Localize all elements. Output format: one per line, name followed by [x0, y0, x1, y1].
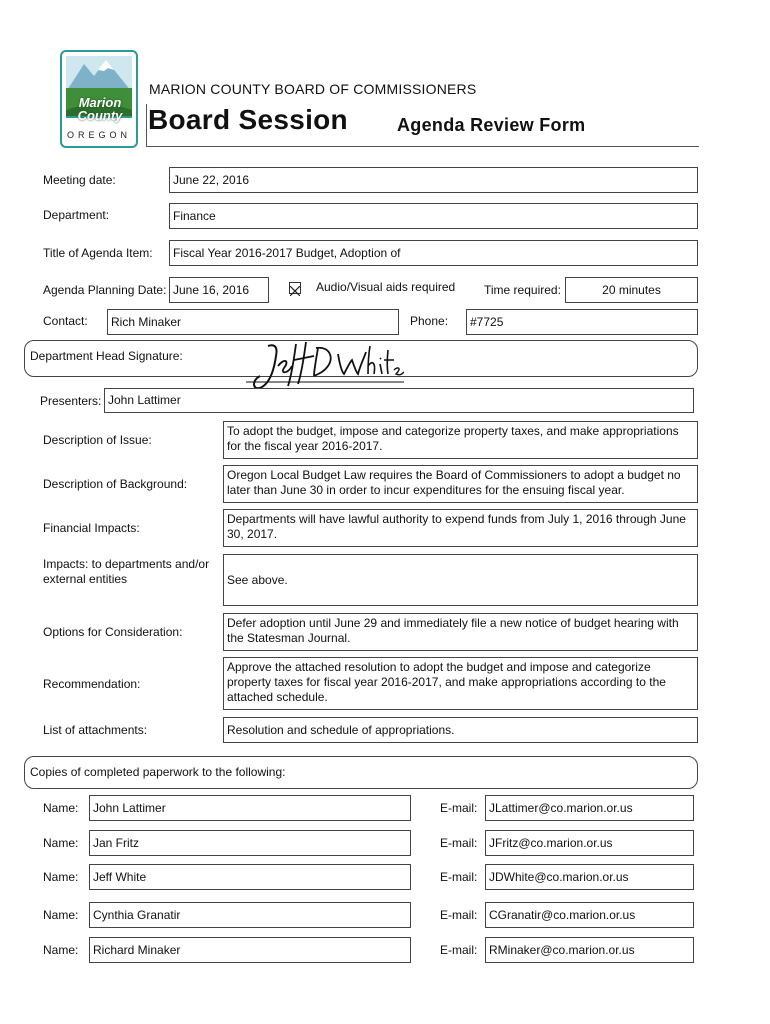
options-label: Options for Consideration:	[43, 625, 183, 639]
person-name-field[interactable]: John Lattimer	[89, 795, 411, 821]
person-email-field[interactable]: CGranatir@co.marion.or.us	[485, 902, 694, 928]
copies-label: Copies of completed paperwork to the following:	[30, 765, 286, 779]
email-label: E-mail:	[440, 908, 478, 922]
person-email-field[interactable]: JFritz@co.marion.or.us	[485, 830, 694, 856]
person-name-field[interactable]: Cynthia Granatir	[89, 902, 411, 928]
contact-label: Contact:	[43, 314, 88, 328]
av-aids-checkbox[interactable]	[289, 282, 301, 294]
attachments-field[interactable]: Resolution and schedule of appropriations.	[223, 717, 698, 743]
impacts-field[interactable]: See above.	[223, 554, 698, 606]
phone-field[interactable]: #7725	[466, 309, 698, 335]
attachments-label: List of attachments:	[43, 723, 148, 737]
person-email-field[interactable]: RMinaker@co.marion.or.us	[485, 937, 694, 963]
header-rule	[146, 146, 699, 147]
person-email-field[interactable]: JLattimer@co.marion.or.us	[485, 795, 694, 821]
time-required-field[interactable]: 20 minutes	[565, 277, 698, 303]
description-of-background-field[interactable]: Oregon Local Budget Law requires the Board of Commissioners to adopt a budget no later than June 30 in order to incur expenditures for the ensuing fiscal year.	[223, 465, 698, 503]
name-label: Name:	[43, 943, 79, 957]
header-divider	[146, 104, 147, 147]
logo-state: OREGON	[66, 130, 131, 140]
contact-field[interactable]: Rich Minaker	[107, 309, 399, 335]
check-x-icon	[290, 286, 300, 296]
page-title: Board Session	[148, 104, 348, 135]
phone-label: Phone:	[410, 314, 449, 328]
marion-county-logo	[60, 50, 138, 148]
name-label: Name:	[43, 801, 79, 815]
email-label: E-mail:	[440, 943, 478, 957]
recommendation-field[interactable]: Approve the attached resolution to adopt the budget and impose and categorize property taxes for fiscal year 2016-2017, and make appropriations according to the attached schedule.	[223, 657, 698, 710]
description-of-issue-field[interactable]: To adopt the budget, impose and categorize property taxes, and make appropriations for the fiscal year 2016-2017.	[223, 421, 698, 459]
options-field[interactable]: Defer adoption until June 29 and immediately file a new notice of budget hearing with the Statesman Journal.	[223, 613, 698, 651]
person-name-field[interactable]: Richard Minaker	[89, 937, 411, 963]
name-label: Name:	[43, 836, 79, 850]
financial-impacts-field[interactable]: Departments will have lawful authority to expend funds from July 1, 2016 through June 30, 2017.	[223, 509, 698, 547]
person-name-field[interactable]: Jeff White	[89, 864, 411, 890]
board-name: MARION COUNTY BOARD OF COMMISSIONERS	[149, 81, 477, 97]
presenters-field[interactable]: John Lattimer	[104, 388, 694, 413]
av-aids-label: Audio/Visual aids required	[316, 280, 456, 294]
impacts-label: Impacts: to departments and/or external entities	[43, 557, 210, 586]
planning-date-label: Agenda Planning Date:	[43, 283, 167, 297]
name-label: Name:	[43, 908, 79, 922]
signature-label: Department Head Signature:	[30, 349, 183, 363]
recommendation-label: Recommendation:	[43, 677, 141, 691]
time-required-label: Time required:	[484, 283, 561, 297]
description-of-issue-label: Description of Issue:	[43, 433, 152, 447]
page-subtitle: Agenda Review Form	[397, 115, 586, 135]
department-field[interactable]: Finance	[169, 203, 698, 229]
meeting-date-field[interactable]: June 22, 2016	[169, 167, 698, 193]
person-email-field[interactable]: JDWhite@co.marion.or.us	[485, 864, 694, 890]
agenda-title-field[interactable]: Fiscal Year 2016-2017 Budget, Adoption of	[169, 240, 698, 266]
signature-scribble-icon	[244, 336, 404, 392]
department-label: Department:	[43, 208, 110, 222]
financial-impacts-label: Financial Impacts:	[43, 521, 140, 535]
presenters-label: Presenters:	[40, 394, 102, 408]
description-of-background-label: Description of Background:	[43, 477, 188, 491]
logo-name: Marion County	[77, 95, 123, 123]
email-label: E-mail:	[440, 836, 478, 850]
email-label: E-mail:	[440, 870, 478, 884]
meeting-date-label: Meeting date:	[43, 173, 116, 187]
email-label: E-mail:	[440, 801, 478, 815]
planning-date-field[interactable]: June 16, 2016	[169, 277, 269, 303]
agenda-title-label: Title of Agenda Item:	[43, 246, 153, 260]
name-label: Name:	[43, 870, 79, 884]
person-name-field[interactable]: Jan Fritz	[89, 830, 411, 856]
